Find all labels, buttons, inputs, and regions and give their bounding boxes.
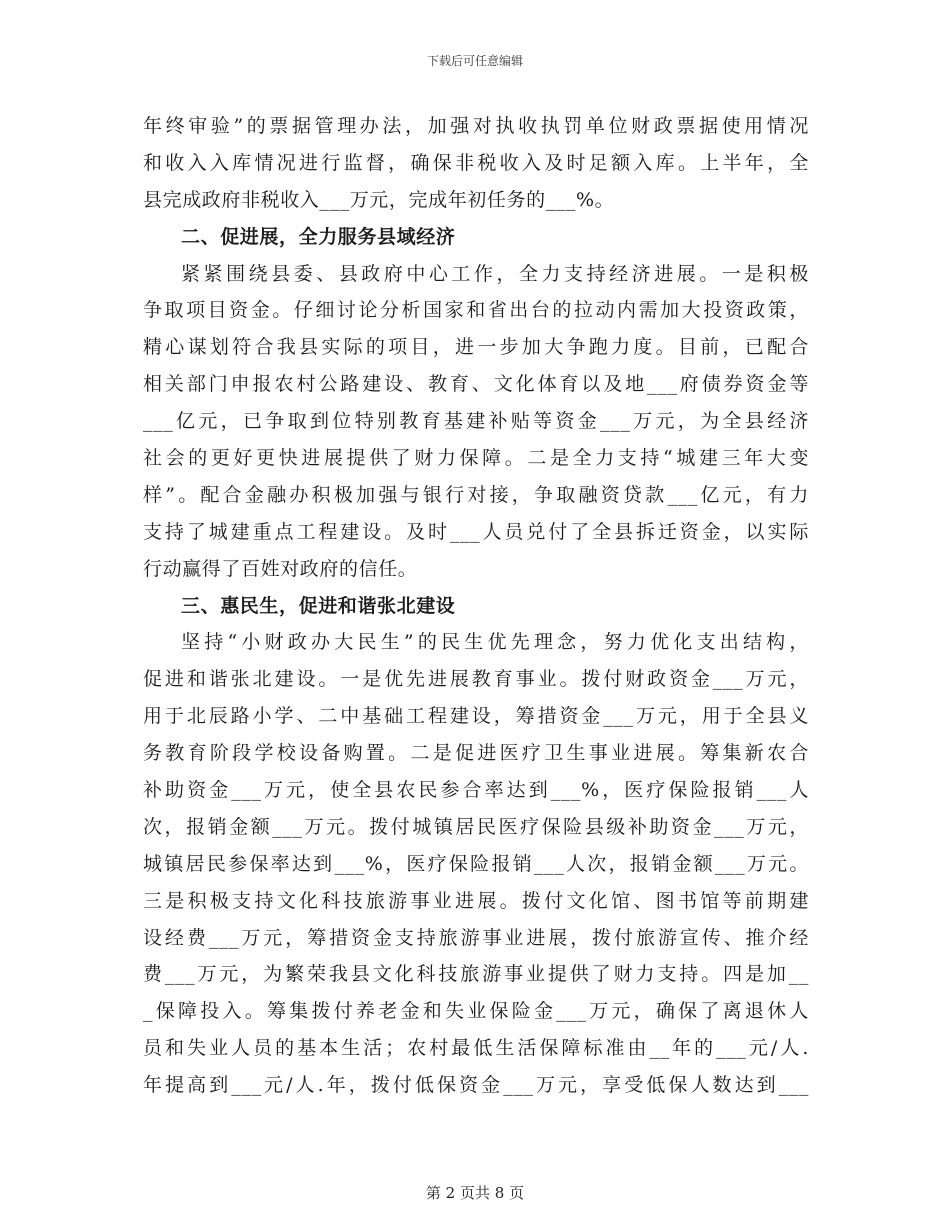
paragraph-line: 次，报销金额___万元。拨付城镇居民医疗保险县级补助资金___万元，: [143, 815, 809, 838]
paragraph-line: 精心谋划符合我县实际的项目，进一步加大争跑力度。目前，已配合: [143, 336, 809, 359]
paragraph-line: 补助资金___万元，使全县农民参合率达到___%，医疗保险报销___人: [143, 779, 809, 802]
paragraph-line: 县完成政府非税收入___万元，完成年初任务的___%。: [143, 188, 615, 211]
paragraph-line: 坚持“小财政办大民生”的民生优先理念，努力优化支出结构，: [181, 631, 809, 654]
section-heading: 二、促进展，全力服务县域经济: [181, 225, 456, 248]
paragraph-line: 务教育阶段学校设备购置。二是促进医疗卫生事业进展。筹集新农合: [143, 742, 809, 765]
paragraph-line: 和收入入库情况进行监督，确保非税收入及时足额入库。上半年，全: [143, 151, 809, 174]
paragraph-line: 员和失业人员的基本生活；农村最低生活保障标准由__年的___元/人.: [143, 1037, 809, 1060]
paragraph-line: 行动赢得了百姓对政府的信任。: [143, 557, 418, 580]
document-body: [143, 108, 809, 1104]
paragraph-line: _保障投入。筹集拨付养老金和失业保险金___万元，确保了离退休人: [143, 1000, 809, 1023]
paragraph-line: 争取项目资金。仔细讨论分析国家和省出台的拉动内需加大投资政策，: [143, 299, 809, 322]
paragraph-line: 三是积极支持文化科技旅游事业进展。拨付文化馆、图书馆等前期建: [143, 889, 809, 912]
paragraph-line: 紧紧围绕县委、县政府中心工作，全力支持经济进展。一是积极: [181, 262, 809, 285]
paragraph-line: 用于北辰路小学、二中基础工程建设，筹措资金___万元，用于全县义: [143, 705, 809, 728]
paragraph-line: 社会的更好更快进展提供了财力保障。二是全力支持“城建三年大变: [143, 447, 809, 470]
paragraph-line: 城镇居民参保率达到___%，医疗保险报销___人次，报销金额___万元。: [143, 852, 809, 875]
paragraph-line: 促进和谐张北建设。一是优先进展教育事业。拨付财政资金___万元，: [143, 668, 809, 691]
paragraph-line: 年终审验”的票据管理办法，加强对执收执罚单位财政票据使用情况: [143, 115, 809, 137]
paragraph-line: 相关部门申报农村公路建设、教育、文化体育以及地___府债券资金等: [143, 373, 809, 396]
page-header: 下载后可任意编辑: [426, 54, 523, 68]
paragraph-line: ___亿元，已争取到位特别教育基建补贴等资金___万元，为全县经济: [143, 410, 809, 433]
section-heading: 三、惠民生，促进和谐张北建设: [181, 594, 456, 617]
paragraph-line: 年提高到___元/人.年，拨付低保资金___万元，享受低保人数达到___: [143, 1074, 809, 1097]
paragraph-line: 样”。配合金融办积极加强与银行对接，争取融资贷款___亿元，有力: [143, 483, 809, 506]
paragraph-line: 费___万元，为繁荣我县文化科技旅游事业提供了财力支持。四是加__: [143, 963, 809, 986]
page-footer: 第 2 页共 8 页: [425, 1184, 525, 1202]
paragraph-line: 设经费___万元，筹措资金支持旅游事业进展，拨付旅游宣传、推介经: [143, 926, 809, 949]
paragraph-line: 支持了城建重点工程建设。及时___人员兑付了全县拆迁资金，以实际: [143, 520, 809, 543]
